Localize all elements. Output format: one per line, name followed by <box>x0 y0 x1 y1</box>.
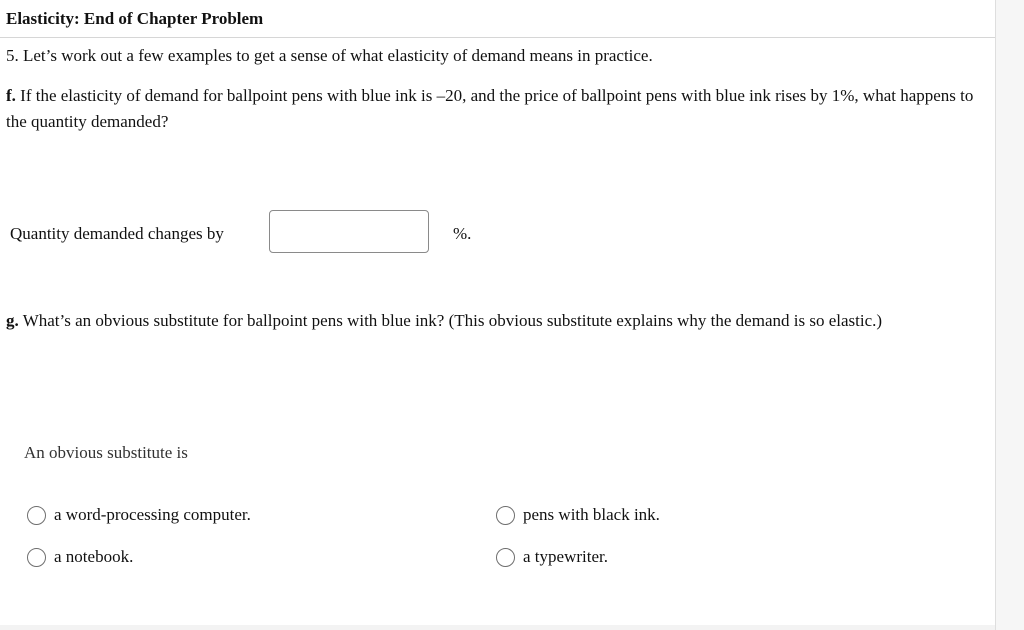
option-label: a typewriter. <box>523 547 608 566</box>
title-divider <box>0 37 995 38</box>
bottom-edge <box>0 625 995 630</box>
option-label: a word-processing computer. <box>54 505 251 524</box>
percent-suffix-label: %. <box>453 224 472 243</box>
part-f-text: If the elasticity of demand for ballpoint pens with blue ink is –20, and the price of ballpoint pens with blue ink rises by 1%, what happens to the quantity demanded? <box>6 86 974 131</box>
radio-button[interactable] <box>27 548 46 567</box>
option-typewriter[interactable] <box>496 547 608 567</box>
radio-button[interactable] <box>496 548 515 567</box>
part-g-text: What’s an obvious substitute for ballpoint pens with blue ink? (This obvious substitute explains why the demand is so elastic.) <box>22 311 883 330</box>
answer-prefix-label: Quantity demanded changes by <box>10 224 224 243</box>
part-f-label: f. <box>6 86 16 105</box>
option-black-ink-pens[interactable] <box>496 505 660 525</box>
problem-title: Elasticity: End of Chapter Problem <box>6 9 264 28</box>
radio-button[interactable] <box>27 506 46 525</box>
substitute-prompt: An obvious substitute is <box>24 443 188 462</box>
option-notebook[interactable] <box>27 547 133 567</box>
part-g-question <box>6 311 991 331</box>
part-f-question <box>6 83 981 135</box>
problem-intro: 5. Let’s work out a few examples to get a sense of what elasticity of demand means in practice. <box>6 46 653 65</box>
right-gutter <box>995 0 1024 630</box>
quantity-change-input[interactable] <box>269 210 429 253</box>
part-g-label: g. <box>6 311 19 330</box>
option-label: a notebook. <box>54 547 134 566</box>
option-label: pens with black ink. <box>523 505 660 524</box>
option-word-processing-computer[interactable] <box>27 505 251 525</box>
radio-button[interactable] <box>496 506 515 525</box>
